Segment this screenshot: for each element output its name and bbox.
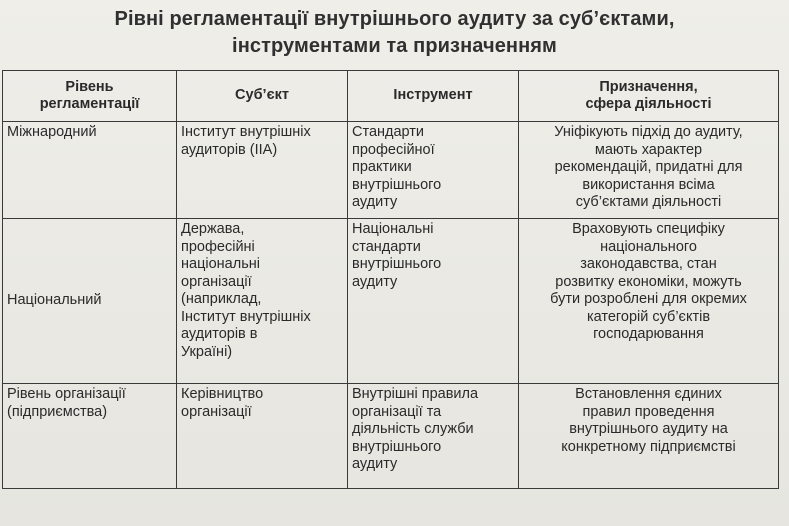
table-row (3, 122, 779, 219)
cell-instrument: Національні стандарти внутрішнього аудиту (348, 219, 519, 384)
cell-level: Національний (3, 219, 177, 384)
cell-instrument: Стандарти професійної практики внутрішнього аудиту (348, 122, 519, 219)
cell-subject: Держава, професійні національні організації (наприклад, Інститут внутрішніх аудиторів в Україні) (177, 219, 348, 384)
cell-subject: Інститут внутрішніх аудиторів (IIA) (177, 122, 348, 219)
cell-level: Міжнародний (3, 122, 177, 219)
table-row (3, 384, 779, 489)
title-line-2: інструментами та призначенням (232, 35, 557, 57)
table-header-row (3, 71, 779, 122)
header-purpose: Призначення, сфера діяльності (519, 71, 779, 122)
regulation-levels-table (2, 70, 779, 489)
cell-purpose: Враховують специфіку національного законодавства, стан розвитку економіки, можуть бути розроблені для окремих категорій суб’єктів господарювання (519, 219, 779, 384)
cell-purpose: Уніфікують підхід до аудиту, мають характер рекомендацій, придатні для використання всіма суб’єктами діяльності (519, 122, 779, 219)
cell-subject: Керівництво організації (177, 384, 348, 489)
document-title (0, 6, 789, 60)
cell-purpose: Встановлення єдиних правил проведення внутрішнього аудиту на конкретному підприємстві (519, 384, 779, 489)
header-instrument: Інструмент (348, 71, 519, 122)
title-line-1: Рівні регламентації внутрішнього аудиту за суб’єктами, (114, 8, 675, 30)
cell-level: Рівень організації (підприємства) (3, 384, 177, 489)
table-row (3, 219, 779, 384)
header-subject: Суб’єкт (177, 71, 348, 122)
cell-instrument: Внутрішні правила організації та діяльність служби внутрішнього аудиту (348, 384, 519, 489)
header-level: Рівень регламентації (3, 71, 177, 122)
